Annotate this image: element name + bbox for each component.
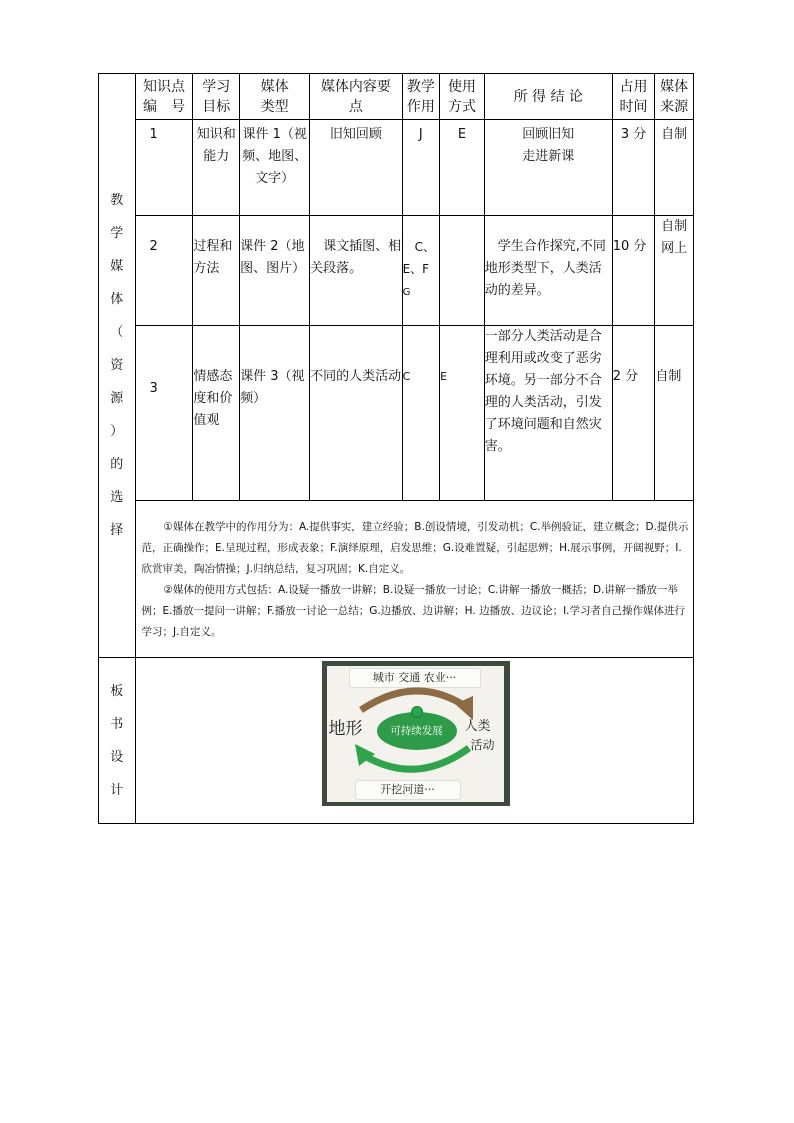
header-kp-number: 知识点 编 号 — [135, 74, 193, 120]
row-content: 不同的人类活动 — [310, 326, 402, 501]
media-selection-side-label — [99, 74, 136, 658]
side-char: （ — [110, 325, 124, 340]
row-usage — [440, 216, 485, 326]
row-goal: 知识和能力 — [193, 120, 240, 216]
row-media-type: 课件 1（视频、地图、文字） — [240, 120, 310, 216]
board-bottom-card: 开挖河道··· — [355, 780, 461, 800]
side-char: 源 — [110, 391, 124, 406]
row-conclusion: 一部分人类活动是合理利用或改变了恶劣环境。另一部分不合理的人类活动，引发了环境问题和自然灾害。 — [484, 326, 612, 501]
row-content: 旧知回顾 — [310, 120, 402, 216]
row-role: C — [402, 326, 440, 501]
magnet-pin-icon — [411, 706, 423, 718]
side-char: 学 — [110, 226, 124, 241]
row-media-type: 课件 2（地图、图片） — [240, 216, 310, 326]
note-media-roles: ①媒体在教学中的作用分为：A.提供事实，建立经验；B.创设情境，引发动机；C.举例验证，建立概念；D.提供示范，正确操作；E.呈现过程，形成表象；F.演绎原理，启发思维；G.设难置疑，引起思辨；H.展示事例，开阔视野；I.欣赏审美，陶冶情操；J.归纳总结，复习巩固；K.自定义。 — [141, 521, 689, 575]
side-char: 选 — [110, 490, 124, 505]
media-notes — [135, 501, 693, 658]
board-word-terrain: 地形 — [328, 719, 363, 739]
row-number: 1 — [135, 120, 193, 216]
row-content: 课文插图、相关段落。 — [310, 216, 402, 326]
header-media-content: 媒体内容要 点 — [310, 74, 402, 120]
header-goal: 学习 目标 — [193, 74, 240, 120]
header-time: 占用 时间 — [612, 74, 655, 120]
media-selection-table — [98, 73, 694, 824]
board-surface — [327, 666, 504, 802]
header-usage: 使用 方式 — [440, 74, 485, 120]
side-char: 媒 — [110, 259, 124, 274]
row-number: 3 — [135, 326, 193, 501]
row-source: 自制 — [655, 120, 694, 216]
side-char: 资 — [110, 358, 124, 373]
row-conclusion: 回顾旧知 走进新课 — [484, 120, 612, 216]
row-source: 自制 — [655, 326, 694, 501]
header-media-type: 媒体 类型 — [240, 74, 310, 120]
row-usage: E — [440, 120, 485, 216]
side-char: 设 — [110, 749, 124, 765]
side-char: 板 — [110, 683, 124, 699]
row-goal: 情感态度和价值观 — [193, 326, 240, 501]
table-row — [99, 326, 694, 501]
table-row — [99, 216, 694, 326]
board-design-cell — [135, 658, 693, 824]
header-source: 媒体 来源 — [655, 74, 694, 120]
row-time: 3 分 — [612, 120, 655, 216]
row-number: 2 — [135, 216, 193, 326]
board-top-card: 城市 交通 农业··· — [349, 668, 481, 688]
board-design-side-label — [99, 658, 136, 824]
note-media-usage: ②媒体的使用方式包括：A.设疑一播放一讲解；B.设疑一播放一讨论；C.讲解一播放一概括；D.讲解一播放一举例；E.播放一提问一讲解；F.播放一讨论一总结；G.边播放、边讲解；H. 边播放、边议论；I.学习者自己操作媒体进行学习；J.自定义。 — [141, 584, 686, 638]
side-char: 教 — [110, 193, 124, 208]
side-char: 计 — [110, 782, 124, 798]
side-char: 书 — [110, 716, 124, 732]
sustainable-development-oval: 可持续发展 — [377, 712, 457, 750]
row-goal: 过程和方法 — [193, 216, 240, 326]
bottom-arrow — [365, 748, 469, 769]
row-time: 10 分 — [612, 216, 655, 326]
row-conclusion: 学生合作探究,不同地形类型下，人类活动的差异。 — [484, 216, 612, 326]
row-role: J — [402, 120, 440, 216]
row-time: 2 分 — [612, 326, 655, 501]
header-teaching-role: 教学 作用 — [402, 74, 440, 120]
table-row — [99, 120, 694, 216]
row-usage: E — [440, 326, 485, 501]
side-char: 体 — [110, 292, 124, 307]
side-char: 的 — [110, 457, 124, 472]
side-char: ） — [110, 424, 124, 439]
header-conclusion: 所 得 结 论 — [484, 74, 612, 120]
row-role: C、E、F G — [402, 216, 440, 326]
side-char: 择 — [110, 523, 124, 538]
board-word-human-2: 活动 — [470, 738, 495, 752]
row-media-type: 课件 3（视频） — [240, 326, 310, 501]
board-word-human-1: 人类 — [464, 719, 491, 734]
blackboard-photo — [322, 661, 510, 806]
row-source: 自制网上 — [655, 216, 694, 326]
